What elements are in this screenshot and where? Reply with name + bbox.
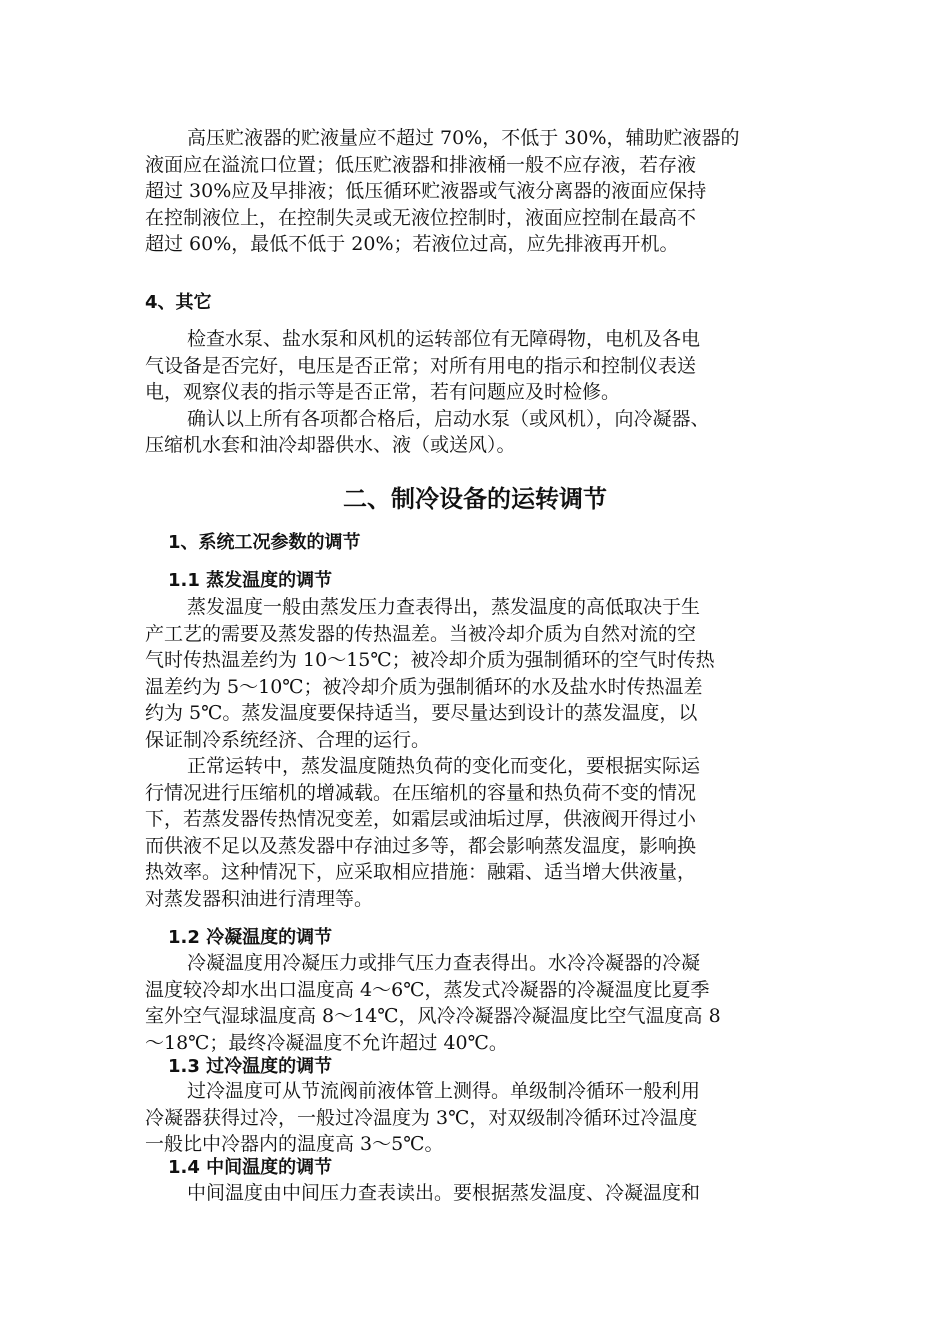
text-line: 检查水泵、盐水泵和风机的运转部位有无障碍物，电机及各电	[187, 328, 701, 350]
paragraph-subcooling-temp	[145, 1078, 805, 1158]
text-line: 中间温度由中间压力查表读出。要根据蒸发温度、冷凝温度和	[187, 1182, 701, 1204]
paragraph-equipment-check	[145, 326, 805, 459]
paragraph-evaporation-temp	[145, 594, 805, 912]
text-line: 温差约为 5～10℃；被冷却介质为强制循环的水及盐水时传热温差	[145, 675, 703, 698]
subsection-heading-condensing: 1.2 冷凝温度的调节	[168, 927, 333, 948]
text-line: 冷凝温度用冷凝压力或排气压力查表得出。水冷冷凝器的冷凝	[187, 952, 701, 974]
chapter-title: 二、制冷设备的运转调节	[343, 485, 607, 513]
subsection-heading-intermediate: 1.4 中间温度的调节	[168, 1157, 333, 1178]
text-line: 气设备是否完好，电压是否正常；对所有用电的指示和控制仪表送	[145, 354, 697, 377]
text-line: 保证制冷系统经济、合理的运行。	[145, 728, 431, 751]
text-line: 超过 30%应及早排液；低压循环贮液器或气液分离器的液面应保持	[145, 180, 707, 202]
text-line: 约为 5℃。蒸发温度要保持适当，要尽量达到设计的蒸发温度，以	[145, 702, 698, 724]
paragraph-receiver-levels	[145, 125, 805, 258]
text-line: 蒸发温度一般由蒸发压力查表得出，蒸发温度的高低取决于生	[187, 596, 701, 618]
text-line: 超过 60%，最低不低于 20%；若液位过高，应先排液再开机。	[145, 233, 679, 255]
text-line: 压缩机水套和油冷却器供水、液（或送风）。	[145, 434, 516, 456]
text-line: 正常运转中，蒸发温度随热负荷的变化而变化，要根据实际运	[187, 755, 701, 777]
text-line: 液面应在溢流口位置；低压贮液器和排液桶一般不应存液，若存液	[145, 153, 697, 176]
subsection-heading-subcooling: 1.3 过冷温度的调节	[168, 1056, 333, 1077]
text-line: 热效率。这种情况下，应采取相应措施：融霜、适当增大供液量，	[145, 861, 697, 883]
text-line: 确认以上所有各项都合格后，启动水泵（或风机），向冷凝器、	[187, 407, 710, 430]
text-line: 而供液不足以及蒸发器中存油过多等，都会影响蒸发温度，影响换	[145, 834, 697, 857]
text-line: 对蒸发器积油进行清理等。	[145, 887, 374, 910]
text-line: 行情况进行压缩机的增减载。在压缩机的容量和热负荷不变的情况	[145, 781, 697, 804]
text-line: 下，若蒸发器传热情况变差，如霜层或油垢过厚，供液阀开得过小	[145, 808, 697, 830]
paragraph-condensing-temp	[145, 950, 805, 1056]
text-line: 产工艺的需要及蒸发器的传热温差。当被冷却介质为自然对流的空	[145, 622, 697, 645]
text-line: 室外空气湿球温度高 8～14℃，风冷冷凝器冷凝温度比空气温度高 8	[145, 1005, 721, 1027]
text-line: 高压贮液器的贮液量应不超过 70%，不低于 30%，辅助贮液器的	[187, 127, 740, 149]
section-heading-others: 4、其它	[145, 292, 212, 313]
text-line: 冷凝器获得过冷，一般过冷温度为 3℃，对双级制冷循环过冷温度	[145, 1106, 698, 1129]
text-line: 在控制液位上，在控制失灵或无液位控制时，液面应控制在最高不	[145, 206, 697, 229]
text-line: 温度较冷却水出口温度高 4～6℃，蒸发式冷凝器的冷凝温度比夏季	[145, 978, 710, 1001]
text-line: ～18℃；最终冷凝温度不允许超过 40℃。	[145, 1031, 508, 1054]
text-line: 过冷温度可从节流阀前液体管上测得。单级制冷循环一般利用	[187, 1080, 701, 1102]
text-line: 一般比中冷器内的温度高 3～5℃。	[145, 1133, 444, 1155]
text-line: 电，观察仪表的指示等是否正常，若有问题应及时检修。	[145, 381, 621, 403]
paragraph-intermediate-temp	[145, 1180, 805, 1207]
subsection-heading-evaporation: 1.1 蒸发温度的调节	[168, 570, 333, 591]
text-line: 气时传热温差约为 10～15℃；被冷却介质为强制循环的空气时传热	[145, 649, 715, 671]
section-heading-system-params: 1、系统工况参数的调节	[168, 532, 361, 553]
